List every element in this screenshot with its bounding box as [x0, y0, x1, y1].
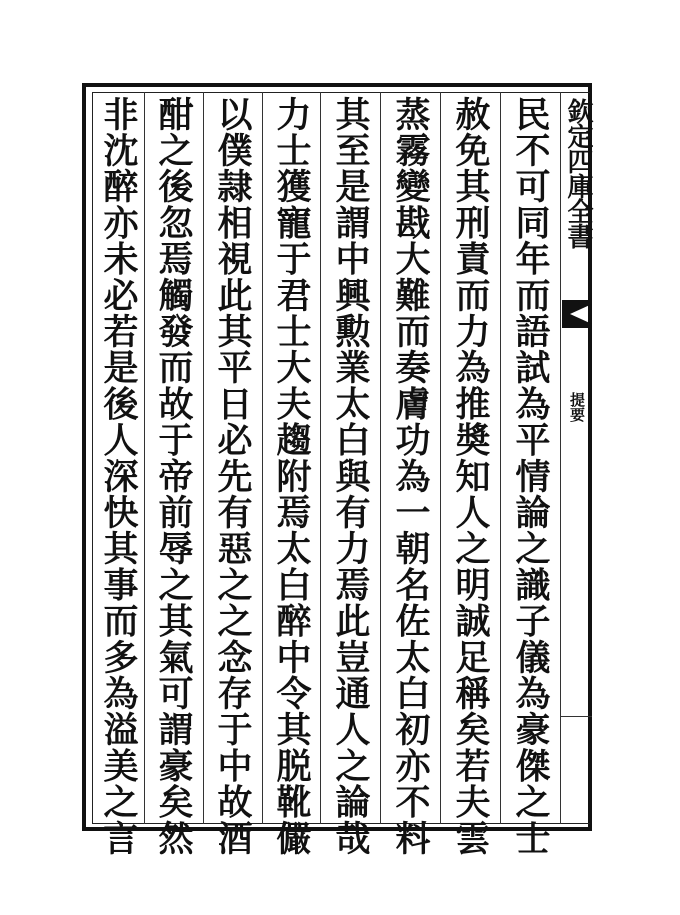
text-column-1 [505, 96, 555, 857]
column-rule [144, 92, 145, 824]
text-column-2 [445, 96, 495, 857]
section-label: 提要 [568, 392, 586, 422]
folio-tick [560, 716, 592, 717]
text-column-6 [207, 96, 257, 857]
column-rule [380, 92, 381, 824]
column-rule [203, 92, 204, 824]
text-column-4 [325, 96, 375, 857]
text-column-7 [148, 96, 198, 857]
column-text: 赦免其刑責而力為推奬知人之明誠足稱矣若夫雲 [450, 96, 491, 857]
column-rule [320, 92, 321, 824]
column-text: 民不可同年而語試為平情論之識子儀為豪傑之士 [510, 96, 551, 857]
column-text: 非沈醉亦未必若是後人深快其事而多為溢美之言 [98, 96, 139, 857]
fishtail-mark-icon [562, 300, 592, 328]
column-text: 以僕隷相視此其平日必先有惡之之念存于中故酒 [212, 96, 253, 857]
column-text: 其至是謂中興勲業太白與有力焉此豈通人之論哉 [330, 96, 371, 857]
book-title: 欽定四庫全書 [563, 98, 593, 248]
column-rule [440, 92, 441, 824]
column-text: 蒸霧變戡大難而奏膚功為一朝名佐太白初亦不料 [390, 96, 431, 857]
text-column-5 [266, 96, 316, 857]
column-text: 酣之後忽焉觸發而故于帝前辱之其氣可謂豪矣然 [153, 96, 194, 857]
column-rule [500, 92, 501, 824]
column-rule [262, 92, 263, 824]
text-column-8 [93, 96, 143, 857]
text-column-3 [385, 96, 435, 857]
column-text: 力士獲寵于君士大夫趨附焉太白醉中令其脱靴儼 [271, 96, 312, 857]
